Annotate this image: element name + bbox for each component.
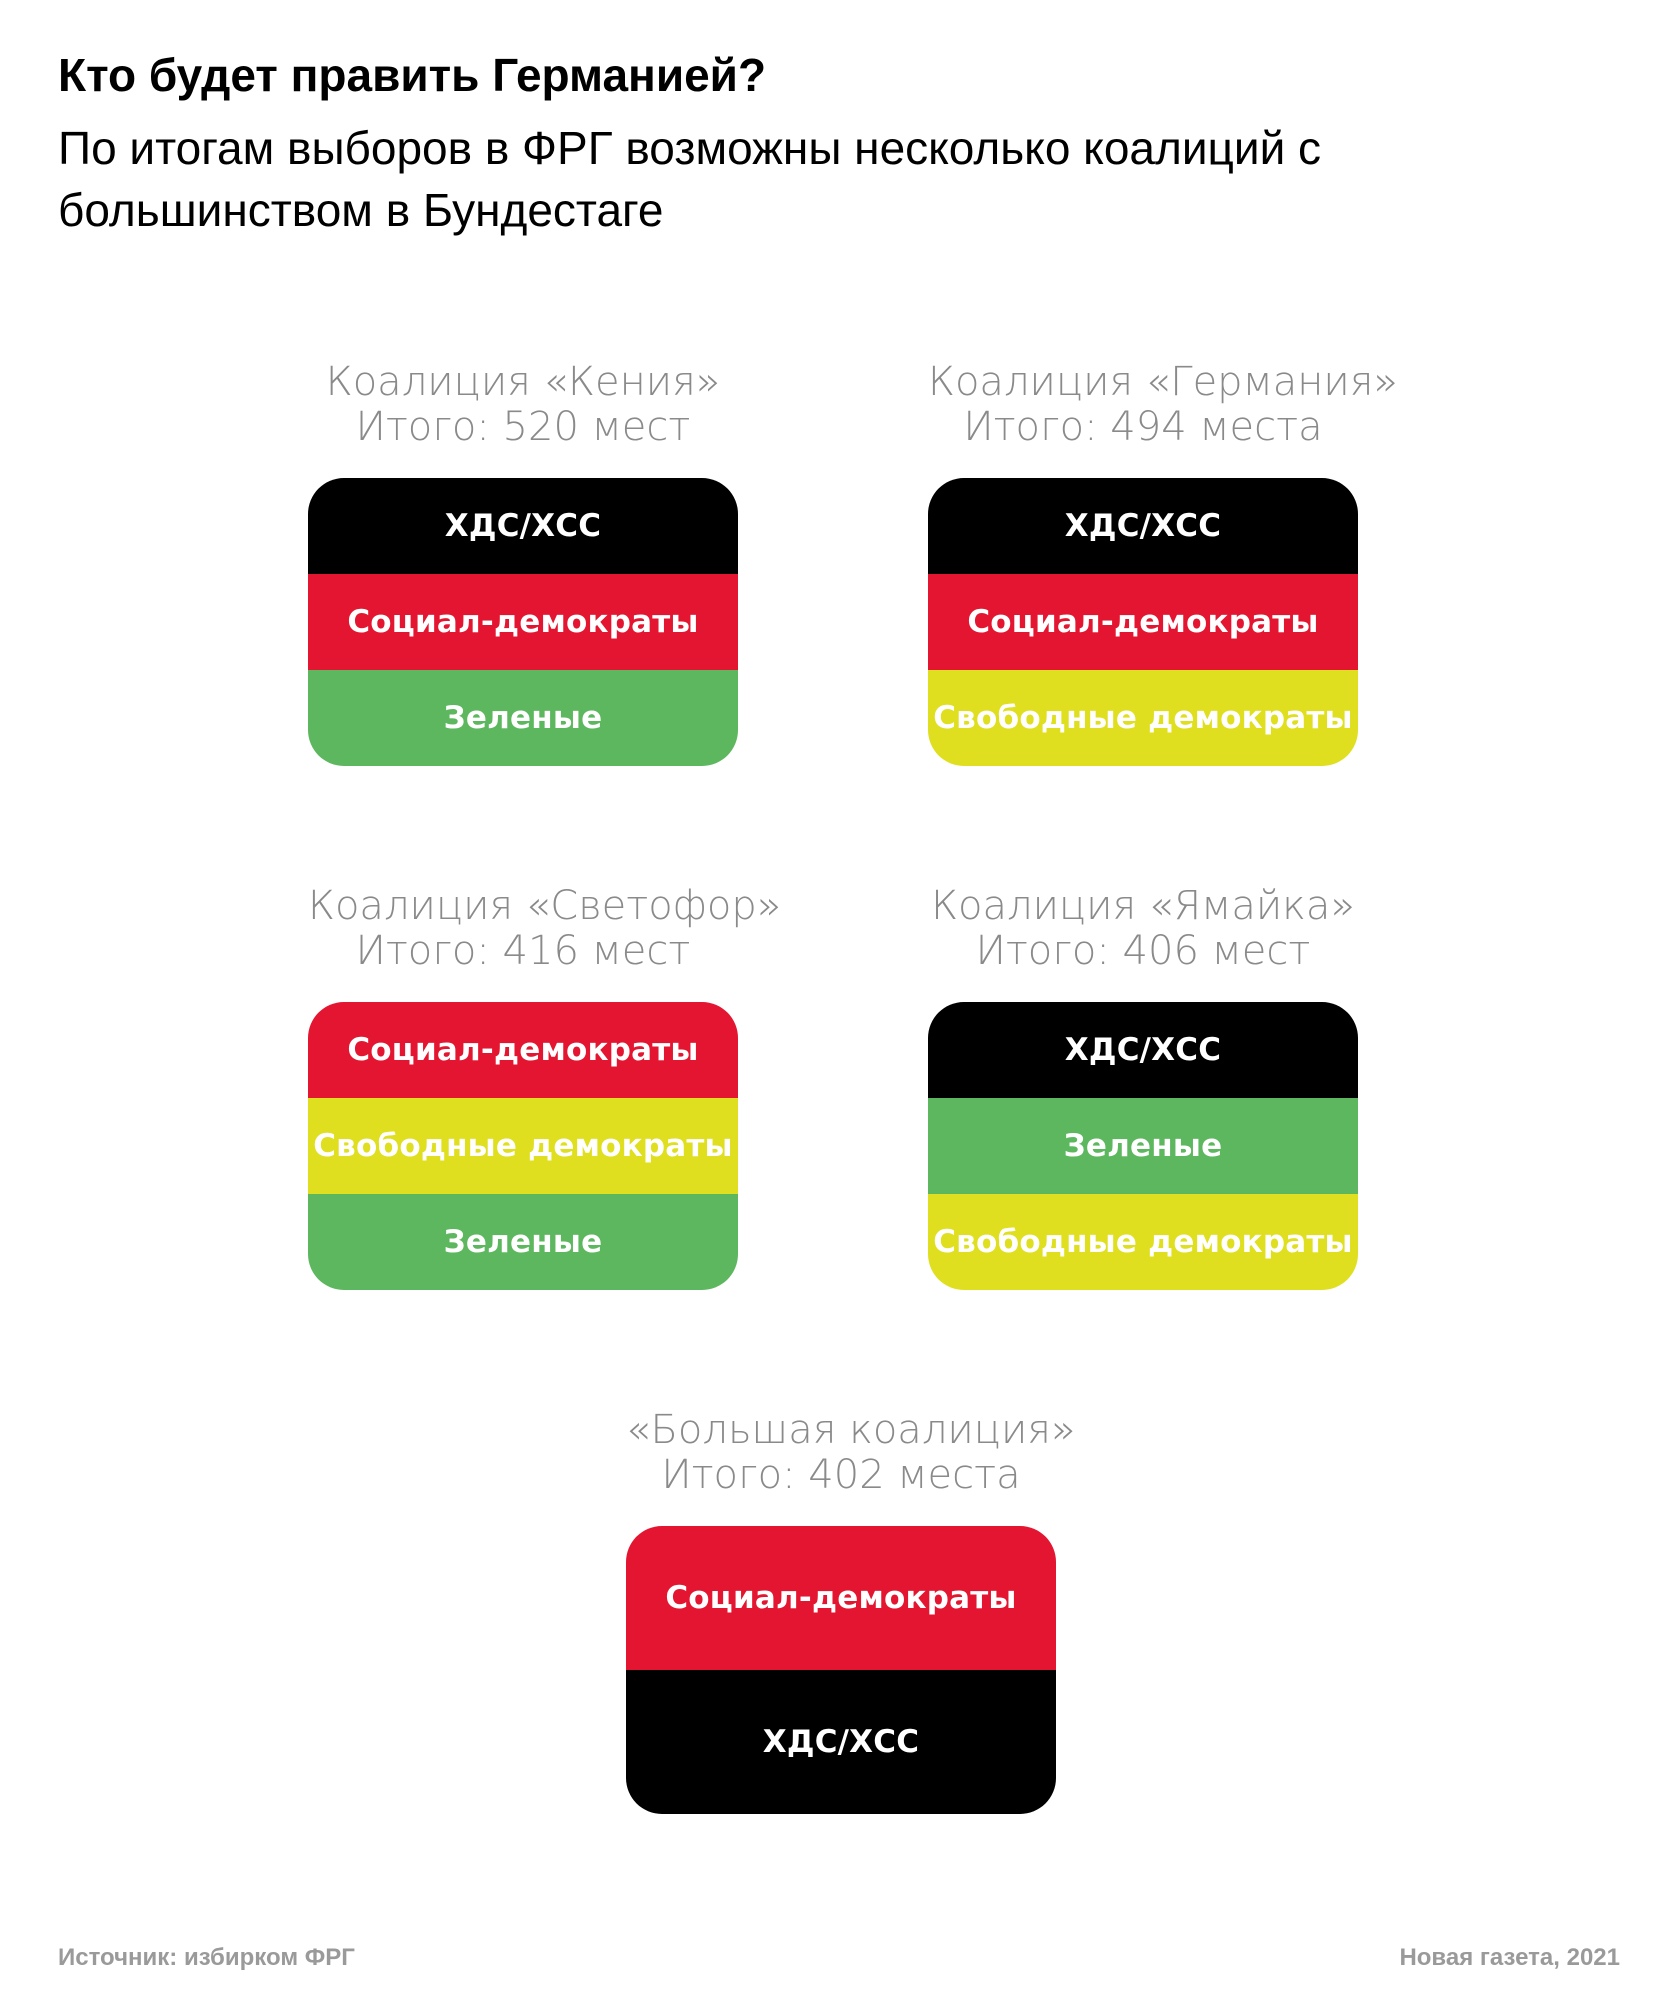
- party-band: ХДС/ХСС: [928, 1002, 1358, 1098]
- coalition-party-stack: [308, 1002, 738, 1290]
- credit-note: Новая газета, 2021: [1399, 1944, 1620, 1971]
- coalition-caption: [308, 360, 738, 450]
- page-title: Кто будет править Германией?: [58, 49, 767, 101]
- coalition-total: Итого: 406 мест: [975, 928, 1311, 974]
- coalition-traffic-light: [308, 883, 782, 1290]
- coalition-total: Итого: 494 места: [963, 404, 1323, 450]
- coalition-germany: [928, 359, 1398, 766]
- coalition-total: Итого: 520 мест: [355, 404, 691, 450]
- party-band: ХДС/ХСС: [626, 1670, 1056, 1814]
- coalition-jamaica: [928, 884, 1358, 1290]
- party-band: Свободные демократы: [308, 1098, 738, 1194]
- coalition-name: «Большая коалиция»: [626, 1407, 1076, 1453]
- coalition-caption: [928, 884, 1358, 974]
- party-band: Свободные демократы: [928, 670, 1358, 766]
- coalition-party-stack: [626, 1526, 1056, 1814]
- party-band: Зеленые: [308, 670, 738, 766]
- party-band: Зеленые: [928, 1098, 1358, 1194]
- coalition-party-stack: [928, 478, 1358, 766]
- coalition-party-stack: [308, 478, 738, 766]
- party-band: ХДС/ХСС: [308, 478, 738, 574]
- party-band: Социал-демократы: [308, 1002, 738, 1098]
- coalition-name: Коалиция «Светофор»: [308, 883, 782, 929]
- page-subtitle: По итогам выборов в ФРГ возможны несколько коалиций с большинством в Бундестаге: [58, 122, 1322, 236]
- coalition-name: Коалиция «Германия»: [928, 359, 1398, 405]
- coalition-name: Коалиция «Ямайка»: [931, 883, 1355, 929]
- party-band: Социал-демократы: [626, 1526, 1056, 1670]
- party-band: Социал-демократы: [308, 574, 738, 670]
- source-note: Источник: избирком ФРГ: [58, 1944, 355, 1971]
- coalition-caption: [308, 883, 782, 974]
- coalition-name: Коалиция «Кения»: [325, 359, 721, 405]
- party-band: Социал-демократы: [928, 574, 1358, 670]
- coalition-caption: [928, 359, 1398, 450]
- coalition-caption: [626, 1407, 1076, 1498]
- party-band: ХДС/ХСС: [928, 478, 1358, 574]
- coalition-grand: [626, 1407, 1076, 1814]
- coalition-total: Итого: 402 места: [661, 1452, 1021, 1498]
- coalition-kenya: [308, 360, 738, 766]
- coalition-total: Итого: 416 мест: [355, 928, 691, 974]
- coalition-party-stack: [928, 1002, 1358, 1290]
- party-band: Свободные демократы: [928, 1194, 1358, 1290]
- party-band: Зеленые: [308, 1194, 738, 1290]
